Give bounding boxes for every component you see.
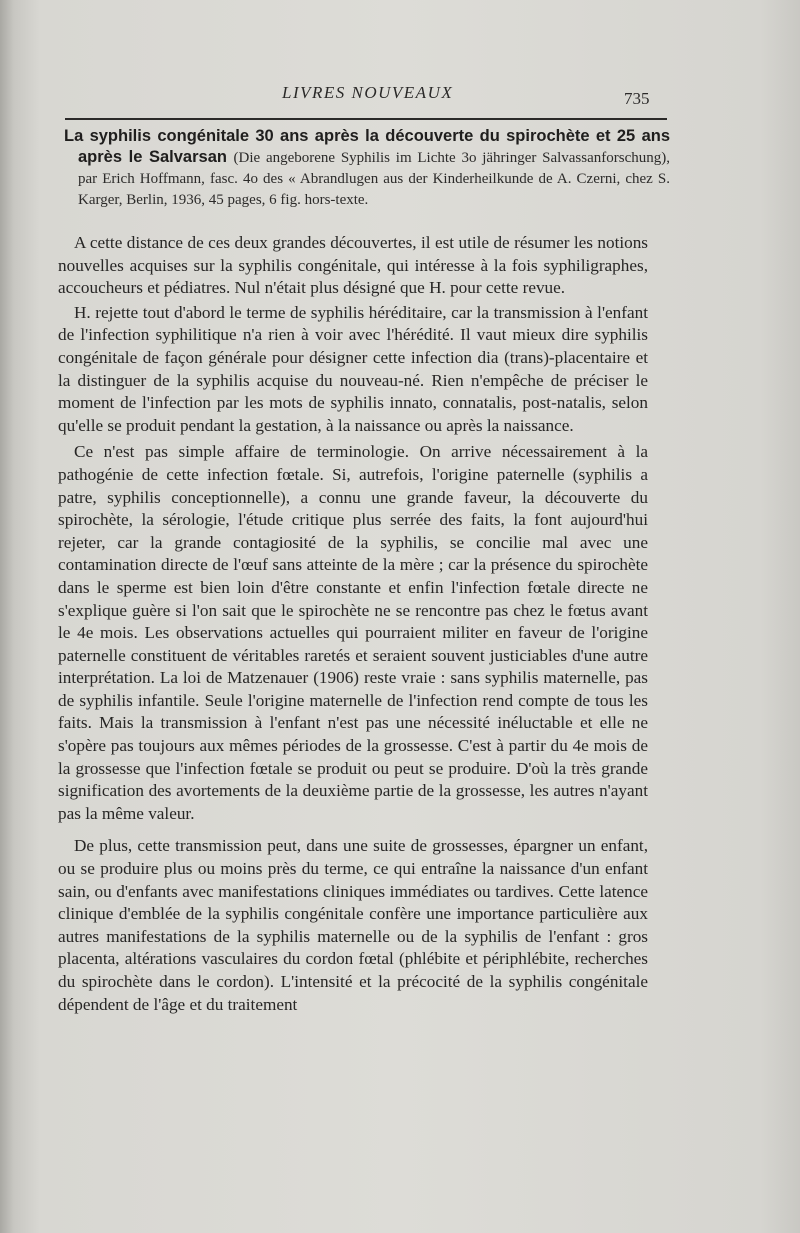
page-number: 735 <box>624 89 650 108</box>
entry-details: (Die angeborene Syphilis im Lichte 3o jähringer Salvassanforschung), par Erich Hoffmann, fasc. 4o des « Abrandlugen aus der Kinderheilkunde de A. Czerni, chez S. Karger, Berlin, 1936, 45 pages, 6 fig. hors-texte. <box>78 150 670 208</box>
entry-title-text: La syphilis congénitale 30 ans après la découverte du spirochète et 25 ans après le Salvarsan <box>64 127 670 166</box>
running-title: LIVRES NOUVEAUX <box>282 83 454 102</box>
paragraph: A cette distance de ces deux grandes découvertes, il est utile de résumer les notions nouvelles acquises sur la syphilis congénitale, qui intéresse à la fois syphiligraphes, accoucheurs et pédiatres. Nul n'était plus désigné que H. pour cette revue. <box>58 233 648 298</box>
header-rule <box>65 118 667 120</box>
running-head <box>0 83 800 108</box>
book-review-entry <box>64 126 670 210</box>
entry-title <box>64 126 670 210</box>
paragraph: Ce n'est pas simple affaire de terminologie. On arrive nécessairement à la pathogénie de cette infection fœtale. Si, autrefois, l'origine paternelle (syphilis a patre, syphilis conceptionnelle), a connu une grande faveur, la découverte du spirochète, la sérologie, l'étude critique plus serrée des faits, la font aujourd'hui rejeter, car la grande contagiosité de la syphilis, se concilie mal avec une contamination directe de l'œuf sans atteinte de la mère ; car la présence du spirochète dans le sperme est bien loin d'être constante et enfin l'infection fœtale directe ne s'explique guère si l'on sait que le spirochète ne se rencontre pas chez le fœtus avant le 4e mois. Les observations actuelles qui pourraient militer en faveur de l'origine paternelle constituent de véritables raretés et seraient souvent justiciables d'une autre interprétation. La loi de Matzenauer (1906) reste vraie : sans syphilis maternelle, pas de syphilis infantile. Seule l'origine maternelle de l'infection rend compte de tous les faits. Mais la transmission à l'enfant n'est pas une nécessité inéluctable et elle ne s'opère pas toujours aux mêmes périodes de la grossesse. C'est à partir du 4e mois de la grossesse que l'infection fœtale se produit ou peut se produire. D'où la très grande signification des avortements de la deuxième partie de la grossesse, les autres n'ayant pas la même valeur. <box>58 442 648 823</box>
paragraph: De plus, cette transmission peut, dans une suite de grossesses, épargner un enfant, ou se produire plus ou moins près du terme, ce qui entraîne la naissance d'un enfant sain, ou d'enfants avec manifestations cliniques immédiates ou tardives. Cette latence clinique d'emblée de la syphilis congénitale confère une importance particulière aux autres manifestations de la syphilis maternelle ou de la syphilis de l'enfant : gros placenta, altérations vasculaires du cordon fœtal (phlébite et périphlébite, recherches du spirochète dans le cordon). L'intensité et la précocité de la syphilis congénitale dépendent de l'âge et du traitement <box>58 836 648 1014</box>
review-body <box>58 232 648 1018</box>
paragraph: H. rejette tout d'abord le terme de syphilis héréditaire, car la transmission à l'enfant de l'infection syphilitique n'a rien à voir avec l'hérédité. Il vaut mieux dire syphilis congénitale de façon générale pour désigner cette infection dia (trans)-placentaire et la distinguer de la syphilis acquise du nouveau-né. Rien n'empêche de préciser le moment de l'infection par les mots de syphilis innato, connatalis, post-natalis, selon qu'elle se produit pendant la gestation, à la naissance ou après la naissance. <box>58 302 648 435</box>
